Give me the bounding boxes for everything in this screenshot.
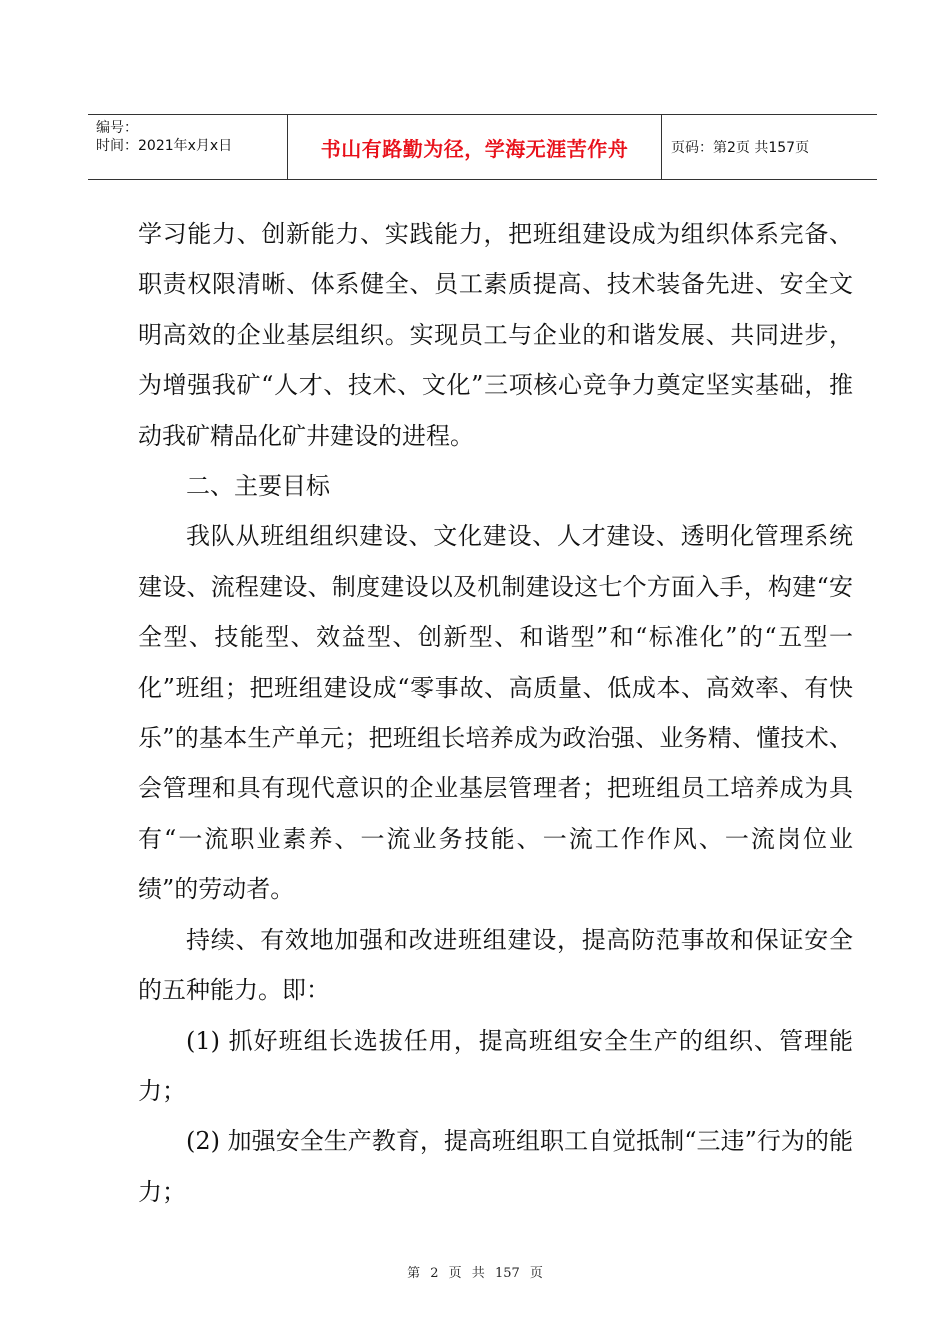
footer-di: 第 — [407, 1266, 421, 1281]
section-heading: 二、主要目标 — [186, 472, 330, 501]
footer-ye: 页 — [448, 1266, 462, 1281]
paragraph: 学习能力、创新能力、实践能力，把班组建设成为组织体系完备、职责权限清晰、体系健全、员工素质提高、技术装备先进、安全文明高效的企业基层组织。实现员工与企业的和谐发展、共同进步，为增强我矿“人才、技术、文化”三项核心竞争力奠定坚实基础，推动我矿精品化矿井建设的进程。 — [138, 220, 853, 450]
footer-gong: 共 — [471, 1266, 485, 1281]
number-label: 编号： — [96, 120, 138, 136]
header-page-code: 页码：第2页 共157页 — [671, 140, 810, 156]
header-motto: 书山有路勤为径，学海无涯苦作舟 — [320, 136, 629, 161]
header-meta — [88, 115, 288, 179]
document-body — [138, 209, 853, 1217]
footer-total-pages: 157 — [494, 1266, 520, 1281]
paragraph: 我队从班组组织建设、文化建设、人才建设、透明化管理系统建设、流程建设、制度建设以及机制建设这七个方面入手，构建“安全型、技能型、效益型、创新型、和谐型”和“标准化”的“五型一化”班组；把班组建设成“零事故、高质量、低成本、高效率、有快乐”的基本生产单元；把班组长培养成为政治强、业务精、懂技术、会管理和具有现代意识的企业基层管理者；把班组员工培养成为具有“一流职业素养、一流业务技能、一流工作作风、一流岗位业绩”的劳动者。 — [138, 522, 853, 904]
page-footer — [0, 1262, 950, 1281]
paragraph: 持续、有效地加强和改进班组建设，提高防范事故和保证安全的五种能力。即： — [138, 925, 853, 1005]
footer-ye2: 页 — [529, 1266, 543, 1281]
list-item: (1) 抓好班组长选拔任用，提高班组安全生产的组织、管理能力； — [138, 1026, 853, 1105]
time-label: 时间：2021年x月x日 — [96, 138, 233, 154]
document-header — [88, 114, 877, 180]
footer-current-page: 2 — [430, 1266, 439, 1281]
header-motto-cell — [288, 115, 662, 179]
list-item: (2) 加强安全生产教育，提高班组职工自觉抵制“三违”行为的能力； — [138, 1127, 853, 1206]
